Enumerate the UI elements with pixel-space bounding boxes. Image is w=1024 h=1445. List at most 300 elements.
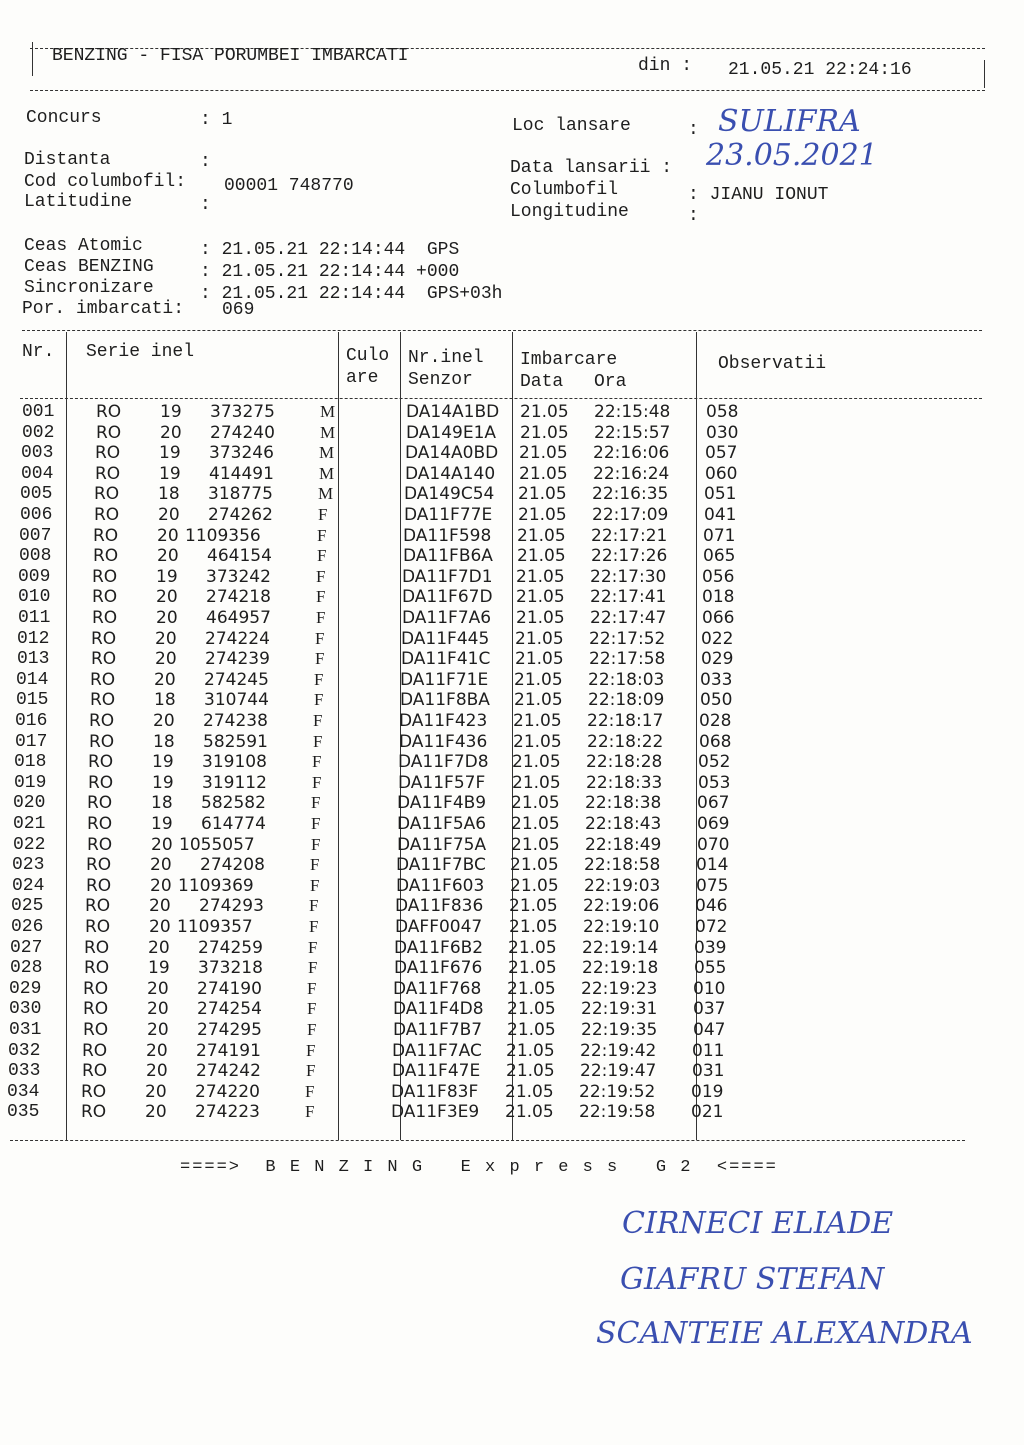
table-row xyxy=(0,464,1024,484)
row-observatii: 052 xyxy=(698,752,731,773)
row-year: 18 xyxy=(158,484,180,505)
row-sensor: DA11F7BC xyxy=(396,855,486,876)
row-year: 20 xyxy=(153,711,175,731)
row-date: 21.05 xyxy=(513,731,562,752)
row-time: 22:19:52 xyxy=(579,1081,656,1102)
row-time: 22:18:03 xyxy=(588,669,665,690)
row-ring: 319112 xyxy=(202,772,267,793)
concurs-value: : 1 xyxy=(200,110,233,130)
row-observatii: 072 xyxy=(695,917,728,937)
document-title: BENZING - FISA PORUMBEI IMBARCATI xyxy=(52,46,409,66)
row-observatii: 021 xyxy=(691,1102,724,1123)
row-year: 20 xyxy=(150,855,172,876)
row-year: 20 xyxy=(151,834,173,855)
row-sex: F xyxy=(309,896,319,916)
row-time: 22:17:47 xyxy=(590,608,667,628)
row-date: 21.05 xyxy=(516,608,565,628)
row-observatii: 070 xyxy=(697,834,730,855)
row-time: 22:19:58 xyxy=(579,1102,656,1123)
row-ring: 274191 xyxy=(196,1040,261,1061)
row-sex: F xyxy=(314,669,324,689)
row-date: 21.05 xyxy=(520,402,569,422)
sincronizare-value: : 21.05.21 22:14:44 GPS+03h xyxy=(200,284,503,304)
row-sensor: DA11FB6A xyxy=(403,546,493,567)
row-observatii: 033 xyxy=(700,669,733,690)
row-time: 22:19:42 xyxy=(580,1040,657,1061)
row-time: 22:17:52 xyxy=(589,628,666,649)
table-row xyxy=(0,835,1024,855)
table-row xyxy=(0,443,1024,463)
row-country: RO xyxy=(86,855,112,876)
row-sex: F xyxy=(306,1061,316,1081)
row-year: 20 xyxy=(146,1061,168,1082)
row-sensor: DA11F423 xyxy=(399,711,488,731)
row-year: 20 xyxy=(156,608,178,628)
row-nr: 021 xyxy=(13,814,46,834)
row-observatii: 014 xyxy=(696,855,729,876)
row-country: RO xyxy=(90,690,116,711)
row-sensor: DA149C54 xyxy=(404,484,495,505)
row-nr: 009 xyxy=(18,566,51,587)
row-sensor: DAFF0047 xyxy=(395,917,483,937)
row-observatii: 060 xyxy=(705,463,738,484)
table-row xyxy=(0,876,1024,896)
row-sensor: DA11F445 xyxy=(401,628,490,649)
row-nr: 005 xyxy=(20,484,53,505)
row-year: 19 xyxy=(160,402,182,422)
row-sensor: DA11F47E xyxy=(392,1061,481,1082)
row-time: 22:18:58 xyxy=(584,855,661,876)
row-time: 22:17:21 xyxy=(591,525,668,546)
row-country: RO xyxy=(91,649,117,670)
ceas-atomic-label: Ceas Atomic xyxy=(24,236,143,256)
row-country: RO xyxy=(96,422,122,443)
row-observatii: 010 xyxy=(693,978,726,999)
row-year: 20 xyxy=(149,917,171,937)
row-time: 22:19:03 xyxy=(584,875,661,896)
col-header-culoare-2: are xyxy=(346,368,379,388)
row-time: 22:18:33 xyxy=(586,772,663,793)
row-sex: F xyxy=(310,875,320,895)
table-row xyxy=(0,526,1024,546)
row-time: 22:16:24 xyxy=(593,463,670,484)
row-year: 18 xyxy=(154,690,176,711)
row-country: RO xyxy=(95,443,121,464)
table-row xyxy=(0,608,1024,628)
sincronizare-label: Sincronizare xyxy=(24,278,154,298)
longitudine-label: Longitudine xyxy=(510,202,629,222)
row-sex: F xyxy=(308,937,318,957)
row-year: 20 xyxy=(157,525,179,546)
table-row xyxy=(0,484,1024,504)
row-year: 20 xyxy=(147,978,169,999)
row-sensor: DA11F4B9 xyxy=(397,793,487,814)
row-country: RO xyxy=(83,999,109,1020)
row-date: 21.05 xyxy=(517,546,566,567)
row-year: 19 xyxy=(152,752,174,773)
table-row xyxy=(0,567,1024,587)
table-row xyxy=(0,670,1024,690)
row-date: 21.05 xyxy=(510,875,559,896)
loc-lansare-label: Loc lansare xyxy=(512,116,631,136)
row-sensor: DA11F436 xyxy=(399,731,488,752)
row-observatii: 041 xyxy=(704,505,737,525)
loc-lansare-colon: : xyxy=(688,120,699,140)
row-ring: 318775 xyxy=(208,484,273,505)
table-row xyxy=(0,1082,1024,1102)
row-ring: 274239 xyxy=(205,649,270,670)
row-date: 21.05 xyxy=(511,814,560,834)
distanta-value: : xyxy=(200,152,211,172)
row-nr: 033 xyxy=(8,1061,41,1082)
loc-lansare-handwritten: SULIFRA xyxy=(718,104,861,139)
latitudine-value: : xyxy=(200,195,211,215)
row-ring: 464154 xyxy=(207,546,272,567)
row-observatii: 047 xyxy=(693,1020,726,1040)
row-nr: 018 xyxy=(14,752,47,773)
row-country: RO xyxy=(85,896,111,917)
row-time: 22:17:09 xyxy=(592,505,669,525)
row-ring: 274240 xyxy=(210,422,275,443)
row-time: 22:16:06 xyxy=(593,443,670,464)
table-row xyxy=(0,999,1024,1019)
col-header-culoare-1: Culo xyxy=(346,346,390,366)
row-ring: 274242 xyxy=(196,1061,261,1082)
row-time: 22:19:10 xyxy=(583,917,660,937)
row-date: 21.05 xyxy=(506,1040,555,1061)
row-year: 18 xyxy=(153,731,175,752)
row-sex: F xyxy=(313,711,323,730)
row-ring: 582582 xyxy=(201,793,266,814)
row-country: RO xyxy=(82,1040,108,1061)
row-date: 21.05 xyxy=(511,834,560,855)
row-time: 22:17:30 xyxy=(590,566,667,587)
row-country: RO xyxy=(87,834,113,855)
row-time: 22:18:43 xyxy=(585,814,662,834)
row-sex: F xyxy=(313,731,323,751)
row-country: RO xyxy=(92,566,118,587)
row-time: 22:18:28 xyxy=(586,752,663,773)
row-sensor: DA14A1BD xyxy=(406,402,500,422)
row-nr: 032 xyxy=(8,1040,41,1061)
footer-banner: ====> B E N Z I N G E x p r e s s G 2 <==== xyxy=(180,1158,778,1177)
cod-columbofil-value: 00001 748770 xyxy=(224,176,354,196)
row-time: 22:18:17 xyxy=(587,711,664,731)
row-country: RO xyxy=(86,875,112,896)
row-sex: F xyxy=(312,772,322,792)
table-row xyxy=(0,793,1024,813)
row-year: 19 xyxy=(156,566,178,587)
row-year: 20 xyxy=(147,999,169,1020)
row-date: 21.05 xyxy=(514,690,563,711)
row-date: 21.05 xyxy=(505,1081,554,1102)
row-observatii: 068 xyxy=(699,731,732,752)
row-observatii: 065 xyxy=(703,546,736,567)
row-time: 22:19:23 xyxy=(581,978,658,999)
row-sex: M xyxy=(320,422,336,442)
row-time: 22:17:26 xyxy=(591,546,668,567)
row-time: 22:15:48 xyxy=(594,402,671,422)
data-lansarii-label: Data lansarii : xyxy=(510,158,673,178)
row-ring: 373275 xyxy=(210,402,275,422)
row-date: 21.05 xyxy=(515,649,564,670)
por-imbarcati-value: 069 xyxy=(222,300,255,320)
row-sensor: DA11F7D1 xyxy=(402,566,493,587)
row-sensor: DA149E1A xyxy=(406,422,497,443)
row-nr: 012 xyxy=(17,628,50,649)
row-ring: 1109356 xyxy=(185,525,261,546)
row-nr: 020 xyxy=(13,793,46,814)
row-observatii: 055 xyxy=(694,958,727,979)
row-nr: 023 xyxy=(12,855,45,876)
row-sensor: DA11F71E xyxy=(400,669,489,690)
row-nr: 019 xyxy=(14,772,47,793)
table-row xyxy=(0,423,1024,443)
row-sensor: DA11F3E9 xyxy=(391,1102,480,1123)
row-sex: F xyxy=(309,917,319,936)
ceas-benzing-value: : 21.05.21 22:14:44 +000 xyxy=(200,262,460,282)
row-ring: 274223 xyxy=(195,1102,260,1123)
row-sensor: DA11F75A xyxy=(397,834,487,855)
row-sensor: DA11F836 xyxy=(395,896,484,917)
row-country: RO xyxy=(94,505,120,525)
row-nr: 014 xyxy=(16,669,49,690)
row-nr: 027 xyxy=(10,937,43,958)
row-country: RO xyxy=(88,772,114,793)
row-observatii: 050 xyxy=(700,690,733,711)
row-date: 21.05 xyxy=(518,505,567,525)
row-nr: 028 xyxy=(10,958,43,979)
row-time: 22:17:41 xyxy=(590,587,667,608)
table-row xyxy=(0,1020,1024,1040)
row-ring: 274224 xyxy=(205,628,270,649)
header-bottom-rule xyxy=(30,90,985,91)
row-observatii: 075 xyxy=(696,875,729,896)
row-observatii: 056 xyxy=(702,566,735,587)
row-date: 21.05 xyxy=(511,793,560,814)
row-ring: 373218 xyxy=(198,958,263,979)
row-sex: F xyxy=(307,999,317,1019)
col-header-serie: Serie inel xyxy=(86,342,195,362)
header-right-border xyxy=(984,60,985,88)
row-time: 22:18:38 xyxy=(585,793,662,814)
row-nr: 034 xyxy=(7,1081,40,1102)
row-country: RO xyxy=(89,731,115,752)
row-ring: 274238 xyxy=(203,711,268,731)
row-nr: 035 xyxy=(7,1102,40,1123)
row-nr: 003 xyxy=(21,443,54,464)
row-sex: M xyxy=(319,463,335,483)
data-lansarii-handwritten: 23.05.2021 xyxy=(706,138,878,173)
row-sex: F xyxy=(306,1040,316,1060)
row-year: 20 xyxy=(160,422,182,443)
row-nr: 015 xyxy=(16,690,49,711)
row-nr: 029 xyxy=(9,978,42,999)
row-sensor: DA11F5A6 xyxy=(397,814,487,834)
row-ring: 274262 xyxy=(208,505,273,525)
row-year: 19 xyxy=(151,814,173,834)
row-year: 20 xyxy=(146,1040,168,1061)
row-date: 21.05 xyxy=(508,937,557,958)
row-sensor: DA11F676 xyxy=(394,958,483,979)
row-sex: F xyxy=(316,566,326,586)
row-time: 22:19:14 xyxy=(582,937,659,958)
table-row xyxy=(0,958,1024,978)
row-sensor: DA11F603 xyxy=(396,875,485,896)
row-sex: F xyxy=(317,546,327,566)
row-sex: F xyxy=(312,752,322,772)
longitudine-value: : xyxy=(688,206,699,226)
row-ring: 274218 xyxy=(206,587,271,608)
row-date: 21.05 xyxy=(510,855,559,876)
row-country: RO xyxy=(81,1081,107,1102)
row-observatii: 011 xyxy=(692,1040,725,1061)
row-sensor: DA14A140 xyxy=(405,463,496,484)
row-sensor: DA11F7A6 xyxy=(402,608,492,628)
row-ring: 1109369 xyxy=(178,875,254,896)
table-row xyxy=(0,546,1024,566)
por-imbarcati-label: Por. imbarcati: xyxy=(22,299,185,319)
row-ring: 274190 xyxy=(197,978,262,999)
row-date: 21.05 xyxy=(512,772,561,793)
row-date: 21.05 xyxy=(515,628,564,649)
cod-columbofil-label: Cod columbofil: xyxy=(24,172,187,192)
signature-3: SCANTEIE ALEXANDRA xyxy=(596,1316,973,1351)
columbofil-label: Columbofil xyxy=(510,180,619,200)
row-ring: 464957 xyxy=(206,608,271,628)
col-header-imbarcare: Imbarcare xyxy=(520,350,618,370)
row-sensor: DA11F598 xyxy=(403,525,492,546)
table-row xyxy=(0,896,1024,916)
table-row xyxy=(0,773,1024,793)
row-sensor: DA11F77E xyxy=(404,505,493,525)
row-observatii: 019 xyxy=(691,1081,724,1102)
row-sex: M xyxy=(318,484,334,504)
row-sex: F xyxy=(311,834,321,854)
row-year: 20 xyxy=(149,896,171,917)
row-time: 22:17:58 xyxy=(589,649,666,670)
header-left-border xyxy=(32,42,33,76)
signature-2: GIAFRU STEFAN xyxy=(620,1262,885,1297)
row-country: RO xyxy=(93,546,119,567)
row-time: 22:19:31 xyxy=(581,999,658,1020)
row-sex: M xyxy=(319,443,335,463)
row-sensor: DA11F7AC xyxy=(392,1040,482,1061)
row-sex: F xyxy=(305,1081,315,1101)
row-sensor: DA11F41C xyxy=(401,649,491,670)
col-header-data: Data xyxy=(520,372,564,392)
row-country: RO xyxy=(88,752,114,773)
row-date: 21.05 xyxy=(509,917,558,937)
row-ring: 614774 xyxy=(201,814,266,834)
row-country: RO xyxy=(94,484,120,505)
row-nr: 004 xyxy=(21,463,54,484)
row-sex: F xyxy=(311,814,321,833)
row-country: RO xyxy=(95,463,121,484)
row-ring: 373246 xyxy=(209,443,274,464)
row-date: 21.05 xyxy=(519,463,568,484)
row-country: RO xyxy=(90,669,116,690)
row-ring: 414491 xyxy=(209,463,274,484)
row-observatii: 069 xyxy=(697,814,730,834)
row-nr: 001 xyxy=(22,402,55,422)
row-ring: 274208 xyxy=(200,855,265,876)
row-sex: F xyxy=(316,587,326,607)
printed-at-value: 21.05.21 22:24:16 xyxy=(728,60,912,80)
concurs-label: Concurs xyxy=(26,108,102,128)
row-year: 20 xyxy=(158,505,180,525)
row-nr: 013 xyxy=(17,649,50,670)
row-ring: 582591 xyxy=(203,731,268,752)
table-header-bottom-rule xyxy=(20,398,982,399)
col-header-senzor-2: Senzor xyxy=(408,370,473,390)
row-year: 20 xyxy=(145,1102,167,1123)
row-sex: F xyxy=(315,628,325,648)
row-nr: 006 xyxy=(20,505,53,525)
row-year: 20 xyxy=(147,1020,169,1040)
row-sensor: DA11F8BA xyxy=(400,690,490,711)
row-sensor: DA11F6B2 xyxy=(394,937,484,958)
row-nr: 008 xyxy=(19,546,52,567)
row-ring: 1109357 xyxy=(177,917,253,937)
columbofil-value: : JIANU IONUT xyxy=(688,185,829,205)
row-nr: 017 xyxy=(15,731,48,752)
row-observatii: 067 xyxy=(697,793,730,814)
row-year: 19 xyxy=(159,463,181,484)
table-row xyxy=(0,505,1024,525)
row-sex: F xyxy=(317,525,327,545)
row-ring: 274295 xyxy=(197,1020,262,1040)
table-row xyxy=(0,855,1024,875)
row-sensor: DA11F7B7 xyxy=(393,1020,483,1040)
row-nr: 024 xyxy=(12,875,45,896)
row-country: RO xyxy=(91,628,117,649)
row-sex: F xyxy=(311,793,321,813)
ceas-benzing-label: Ceas BENZING xyxy=(24,257,154,277)
row-sex: F xyxy=(310,855,320,875)
table-bottom-rule xyxy=(10,1140,965,1141)
table-row xyxy=(0,587,1024,607)
row-sex: F xyxy=(308,958,318,978)
row-observatii: 057 xyxy=(705,443,738,464)
row-time: 22:19:06 xyxy=(583,896,660,917)
row-year: 20 xyxy=(150,875,172,896)
row-date: 21.05 xyxy=(517,525,566,546)
row-nr: 011 xyxy=(18,608,51,628)
table-row xyxy=(0,1061,1024,1081)
signature-1: CIRNECI ELIADE xyxy=(622,1206,894,1241)
row-time: 22:15:57 xyxy=(594,422,671,443)
table-row xyxy=(0,629,1024,649)
row-date: 21.05 xyxy=(516,566,565,587)
row-date: 21.05 xyxy=(509,896,558,917)
row-ring: 274254 xyxy=(197,999,262,1020)
row-country: RO xyxy=(83,1020,109,1040)
row-time: 22:18:49 xyxy=(585,834,662,855)
row-observatii: 037 xyxy=(693,999,726,1020)
printed-at-label: din : xyxy=(638,56,693,76)
table-row xyxy=(0,979,1024,999)
row-date: 21.05 xyxy=(520,422,569,443)
row-time: 22:18:09 xyxy=(588,690,665,711)
row-observatii: 046 xyxy=(695,896,728,917)
row-country: RO xyxy=(85,917,111,937)
row-date: 21.05 xyxy=(508,958,557,979)
row-year: 19 xyxy=(152,772,174,793)
row-sex: F xyxy=(318,505,328,524)
row-nr: 026 xyxy=(11,917,44,937)
row-observatii: 031 xyxy=(692,1061,725,1082)
